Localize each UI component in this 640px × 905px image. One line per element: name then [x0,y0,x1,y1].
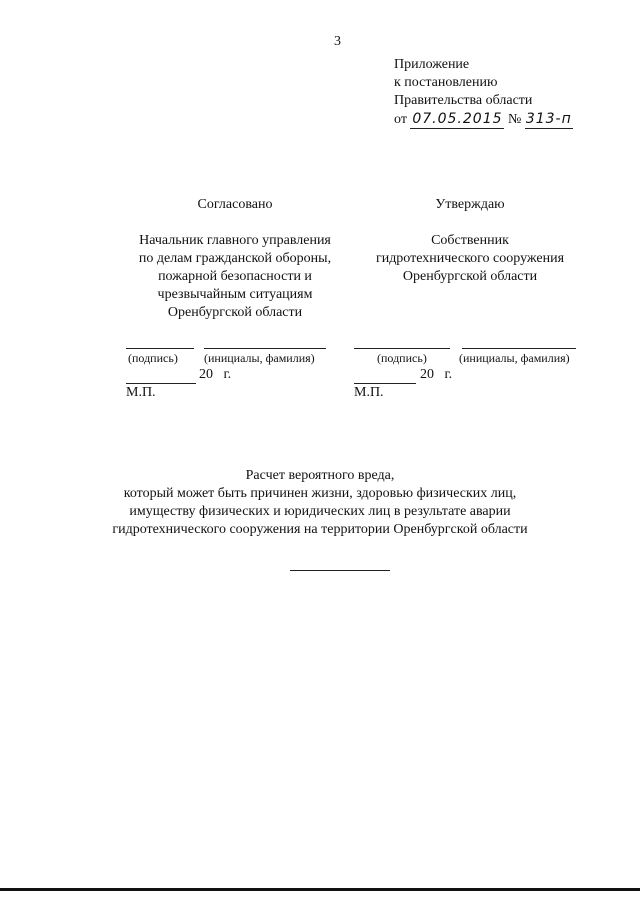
right-position-line: Оренбургской области [402,269,538,284]
left-signature-line [126,348,194,349]
number-sign: № [507,112,522,127]
left-year-prefix: 20 [199,367,213,382]
left-position-line: по делам гражданской обороны, [138,251,332,266]
title-line: Расчет вероятного вреда, [245,468,395,483]
title-line: гидротехнического сооружения на территории Оренбургской области [112,522,528,537]
appendix-line-4 [394,110,573,129]
left-position-line: Начальник главного управления [139,233,331,248]
document-title [80,467,560,539]
title-separator [290,570,390,571]
right-year-prefix: 20 [420,367,434,382]
left-name-label: (инициалы, фамилия) [204,351,315,365]
appendix-line-2: к постановлению [394,75,498,90]
left-stamp: М.П. [126,385,156,400]
right-position-line: Собственник [431,233,509,248]
right-year [420,366,452,384]
page-number: 3 [334,34,341,49]
left-signature-label: (подпись) [128,351,178,365]
decree-date: 07.05.2015 [412,111,503,127]
right-signature-label: (подпись) [377,351,427,365]
right-signature-line [354,348,450,349]
right-year-suffix: г. [444,367,453,382]
right-name-line [462,348,576,349]
right-position [345,232,595,286]
left-position-line: пожарной безопасности и [158,269,312,284]
left-position [100,232,370,322]
left-name-line [204,348,326,349]
right-heading: Утверждаю [435,197,505,212]
left-year-suffix: г. [223,367,232,382]
right-position-line: гидротехнического сооружения [375,251,565,266]
right-name-label: (инициалы, фамилия) [459,351,570,365]
appendix-line-1: Приложение [394,57,470,72]
title-line: который может быть причинен жизни, здоровью физических лиц, [123,486,517,501]
appendix-line-3: Правительства области [394,93,533,108]
left-heading: Согласовано [197,197,273,212]
ot-label: от [394,112,407,127]
left-position-line: чрезвычайным ситуациям [157,287,313,302]
decree-number: 313-п [525,111,572,127]
right-stamp: М.П. [354,385,384,400]
bottom-border [0,888,640,891]
left-year [199,366,231,384]
left-position-line: Оренбургской области [167,305,303,320]
title-line: имуществу физических и юридических лиц в результате аварии [129,504,511,519]
